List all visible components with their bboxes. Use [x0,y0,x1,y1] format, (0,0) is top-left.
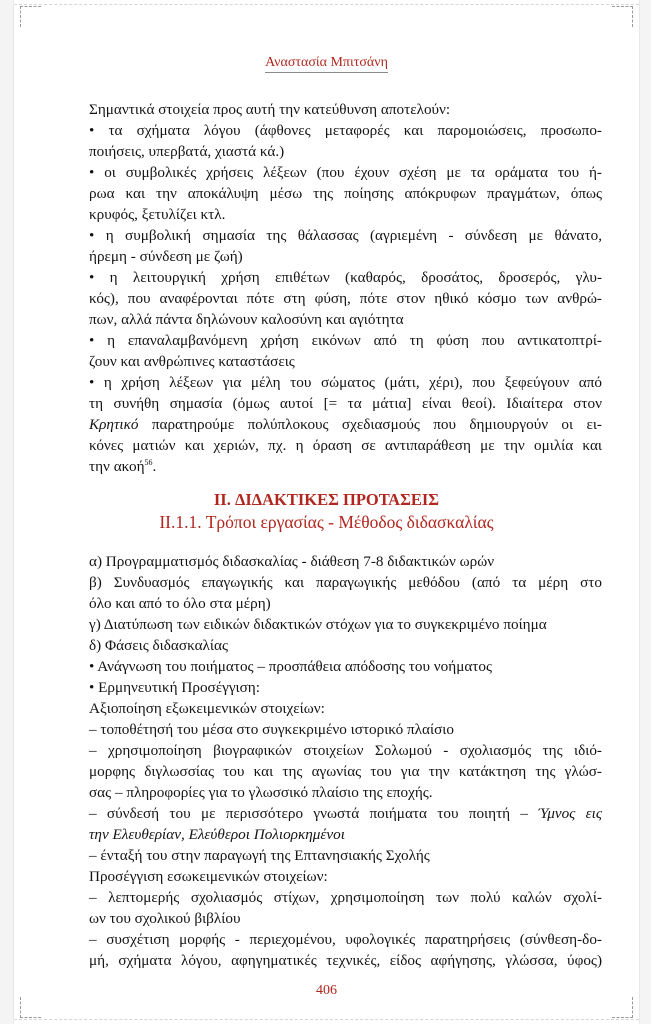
text-line [89,593,602,614]
text-line [89,162,602,183]
crop-guide-bottom [14,1019,639,1020]
text-line [89,414,602,435]
footnote-reference: 56 [144,458,153,467]
text-line [89,141,602,162]
text-line [89,246,602,267]
text-span: ήρεμη - σύνδεση με ζωή) [89,248,243,265]
text-line [89,309,602,330]
text-span: κρυφός, ξετυλίζει κτλ. [89,206,226,223]
italic-text: Κρητικό [89,416,139,433]
text-line [89,698,602,719]
text-span: όλο και από το όλο στα μέρη) [89,595,271,612]
text-line [89,908,602,929]
text-span: – ένταξή του στην παραγωγή της Επτανησιακής Σχολής [89,847,430,864]
text-line [89,845,602,866]
text-span: • η χρήση λέξεων για μέλη του σώματος (μάτι, χέρι), που ξεφεύγουν από [89,374,602,391]
text-line [89,887,602,908]
crop-guide-top [14,4,639,5]
text-line [89,656,602,677]
text-span: ρωα και την αποκάλυψη μέσω της ποίησης απόκρυφων πραγμάτων, όπως [89,185,602,202]
section-heading: II. ΔΙΔΑΚΤΙΚΕΣ ΠΡΟΤΑΣΕΙΣ [213,490,440,509]
text-span: τη συνήθη σημασία (όμως αυτοί [= τα μάτια] είναι θεοί). Ιδιαίτερα στον [89,395,602,412]
text-line [89,824,602,845]
text-line [89,740,602,761]
text-line [89,183,602,204]
text-span: μή, σχήματα λόγου, αφηγηματικές τεχνικές, είδος αφήγησης, γλώσσα, ύφος) [89,952,602,969]
text-span: • η επαναλαμβανόμενη χρήση εικόνων από τη φύση που αντικατοπτρί- [89,332,602,349]
italic-text: Ύμνος εις [538,805,602,822]
text-line [89,288,602,309]
text-line [89,99,602,120]
text-span: μορφης διγλωσσίας του και της αγωνίας του για την κατάκτηση της γλώσ- [89,763,602,780]
text-span: την ακοή [89,458,145,475]
text-span: . [152,458,157,475]
text-line [89,614,602,635]
text-line [89,803,602,824]
text-line [89,204,602,225]
text-span: ποιήσεις, υπερβατά, χιαστά κά.) [89,143,285,160]
text-line [89,761,602,782]
running-header [14,55,639,71]
text-span: Αξιοποίηση εξωκειμενικών στοιχείων: [89,700,325,717]
text-span: • τα σχήματα λόγου (άφθονες μεταφορές και παρομοιώσεις, προσωπο- [89,122,602,139]
text-span: • Ανάγνωση του ποιήματος – προσπάθεια απόδοσης του νοήματος [89,658,493,675]
text-span: α) Προγραμματισμός διδασκαλίας - διάθεση 7-8 διδακτικών ωρών [89,553,495,570]
italic-text: την Ελευθερίαν, Ελεύθεροι Πολιορκημένοι [89,826,345,843]
text-span: – τοποθέτησή του μέσα στο συγκεκριμένο ιστορικό πλαίσιο [89,721,454,738]
text-span: κόνες ματιών και χεριών, πχ. η όραση σε αντιπαράθεση με την ομιλία και [89,437,602,454]
text-line [89,330,602,351]
text-line [89,456,602,477]
section-subheading: ΙΙ.1.1. Τρόποι εργασίας - Μέθοδος διδασκαλίας [159,512,494,532]
text-line [89,435,602,456]
text-span: δ) Φάσεις διδασκαλίας [89,637,228,654]
text-line [89,225,602,246]
text-line [89,677,602,698]
text-span: • οι συμβολικές χρήσεις λέξεων (που έχουν σχέση με τα οράματα του ή- [89,164,602,181]
crop-mark-bottom-left [20,997,41,1018]
crop-mark-top-right [612,6,633,27]
crop-mark-top-left [20,6,41,27]
text-span: πων, αλλά πάντα δηλώνουν καλοσύνη και αγιότητα [89,311,404,328]
text-line [89,372,602,393]
text-span: ων του σχολικού βιβλίου [89,910,241,927]
text-span: Σημαντικά στοιχεία προς αυτή την κατεύθυνση αποτελούν: [89,101,451,118]
text-line [89,267,602,288]
text-span: – σύνδεσή του με περισσότερο γνωστά ποιήματα του ποιητή – [89,805,539,822]
page-number: 406 [316,983,337,998]
running-header-author: Αναστασία Μπιτσάνη [265,55,388,73]
text-line [89,719,602,740]
text-span: • η λειτουργική χρήση επιθέτων (καθαρός, δροσάτος, δροσερός, γλυ- [89,269,602,286]
text-span: • Ερμηνευτική Προσέγγιση: [89,679,260,696]
text-line [89,950,602,971]
text-span: β) Συνδυασμός επαγωγικής και παραγωγικής μεθόδου (από τα μέρη στο [89,574,602,591]
text-span: σας – πληροφορίες για το γλωσσικό πλαίσιο της εποχής. [89,784,433,801]
document-page [14,0,639,1024]
crop-mark-bottom-right [612,997,633,1018]
text-line [89,929,602,950]
text-span: ζουν και ανθρώπινες καταστάσεις [89,353,295,370]
text-span: – λεπτομερής σχολιασμός στίχων, χρησιμοποίηση των πολύ καλών σχολί- [89,889,602,906]
text-span: – συσχέτιση μορφής - περιεχομένου, υφολογικές παρατηρήσεις (σύνθεση-δο- [89,931,602,948]
text-span: παρατηρούμε πολύπλοκους σχεδιασμούς που δημιουργούν οι ει- [138,416,602,433]
text-span: Προσέγγιση εσωκειμενικών στοιχείων: [89,868,328,885]
text-span: γ) Διατύπωση των ειδικών διδακτικών στόχων για το συγκεκριμένο ποίημα [89,616,547,633]
text-line [89,866,602,887]
text-line [89,393,602,414]
text-span: • η συμβολική σημασία της θάλασσας (αγριεμένη - σύνδεση με θάνατο, [89,227,602,244]
text-line [89,572,602,593]
text-line [89,351,602,372]
text-line [89,782,602,803]
text-line [89,635,602,656]
text-line [89,551,602,572]
text-line [89,120,602,141]
text-span: – χρησιμοποίηση βιογραφικών στοιχείων Σολωμού - σχολιασμός της ιδιό- [89,742,602,759]
text-span: κός), που αναφέρονται πότε στη φύση, πότε στον ηθικό κόσμο των ανθρώ- [89,290,602,307]
